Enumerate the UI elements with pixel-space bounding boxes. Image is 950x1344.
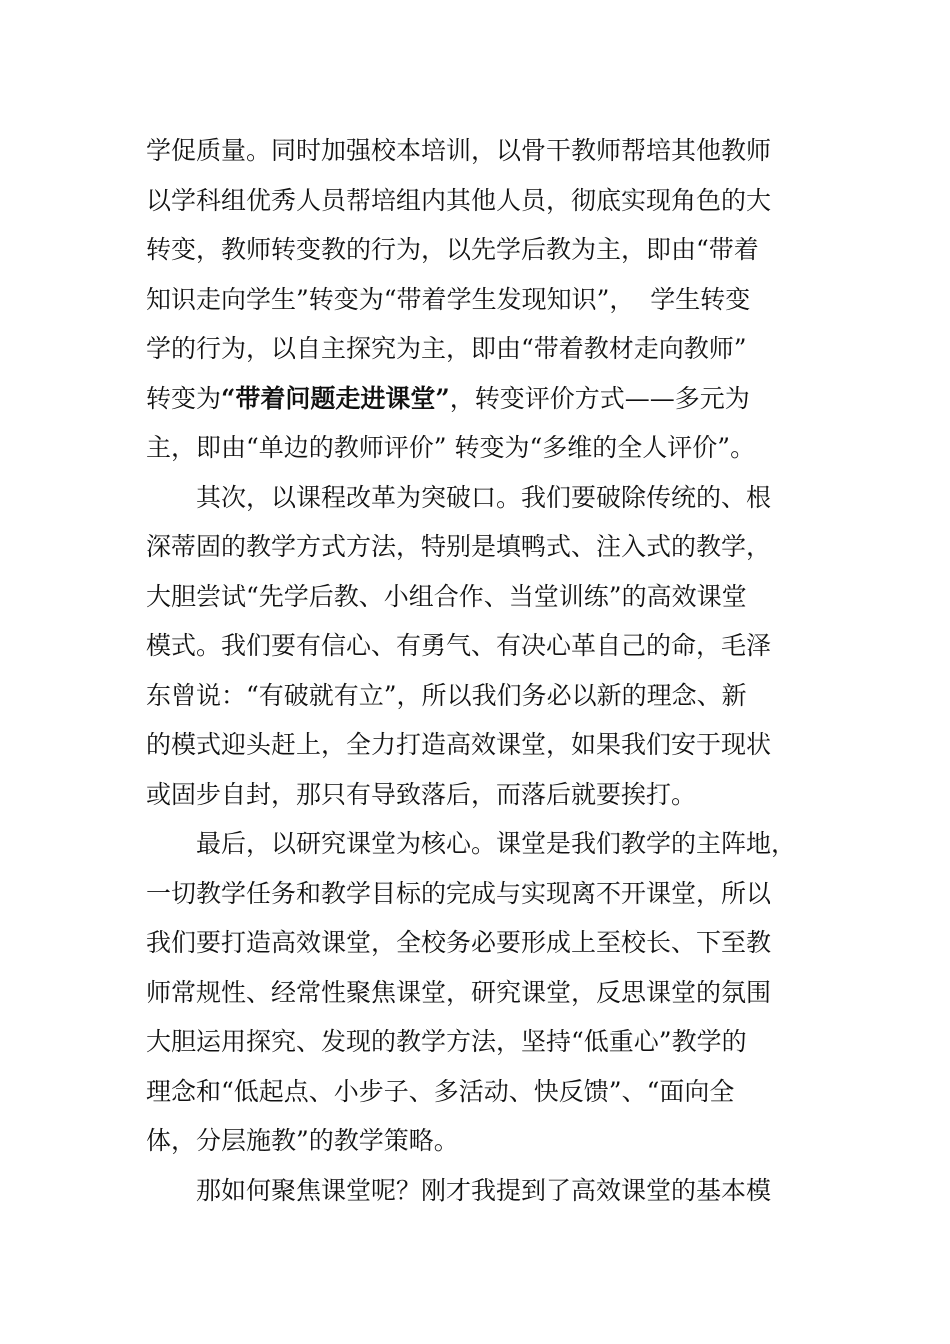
paragraph-start-line: 那如何聚焦课堂呢？刚才我提到了高效课堂的基本模: [196, 1175, 772, 1205]
text-line: 学促质量。同时加强校本培训，以骨干教师帮培其他教师: [146, 136, 772, 165]
text-line: 转变，教师转变教的行为，以先学后教为主，即由“带着: [146, 235, 759, 264]
text-line: 学的行为，以自主探究为主，即由“带着教材走向教师”: [146, 334, 747, 363]
text-line: 一切教学任务和教学目标的完成与实现离不开课堂，所以: [146, 878, 772, 908]
paragraph-start-line: 最后，以研究课堂为核心。课堂是我们教学的主阵地，: [196, 829, 797, 858]
text-run: ，转变评价方式——多元为: [449, 383, 750, 413]
text-line: 体，分层施教”的教学策略。: [146, 1126, 459, 1155]
paragraph-start-line: 其次，以课程改革为突破口。我们要破除传统的、根: [196, 482, 772, 512]
text-line: 主，即由“单边的教师评价” 转变为“多维的全人评价”。: [146, 433, 756, 462]
text-line: 的模式迎头赶上，全力打造高效课堂，如果我们安于现状: [146, 730, 772, 759]
text-line: 师常规性、经常性聚焦课堂，研究课堂，反思课堂的氛围: [146, 977, 772, 1007]
text-run: 转变为: [146, 383, 222, 413]
body-text: [146, 126, 816, 1215]
text-line: 理念和“低起点、小步子、多活动、快反馈”、“面向全: [146, 1076, 735, 1106]
text-line: 深蒂固的教学方式方法，特别是填鸭式、注入式的教学，: [146, 532, 772, 561]
text-line: 大胆运用探究、发现的教学方法，坚持“低重心”教学的: [146, 1027, 747, 1056]
bold-phrase: “带着问题走进课堂”: [221, 383, 450, 413]
text-line: 我们要打造高效课堂，全校务必要形成上至校长、下至教: [146, 928, 772, 957]
text-line-mixed: [146, 374, 816, 424]
text-line: 模式。我们要有信心、有勇气、有决心革自己的命，毛泽: [146, 631, 772, 660]
text-line: 知识走向学生”转变为“带着学生发现知识”， 学生转变: [146, 284, 751, 314]
text-line: 或固步自封，那只有导致落后，而落后就要挨打。: [146, 779, 697, 809]
text-line: 东曾说：“有破就有立”，所以我们务必以新的理念、新: [146, 680, 747, 710]
text-line: 以学科组优秀人员帮培组内其他人员，彻底实现角色的大: [146, 185, 772, 215]
text-line: 大胆尝试“先学后教、小组合作、当堂训练”的高效课堂: [146, 581, 747, 611]
